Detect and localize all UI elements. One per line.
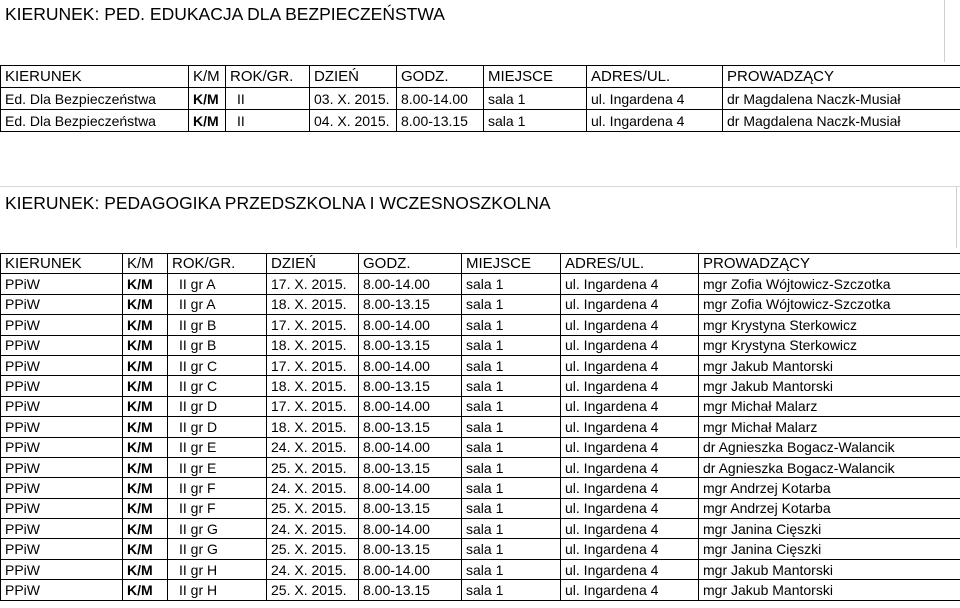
table-cell: sala 1: [462, 355, 561, 375]
table-cell: ul. Ingardena 4: [587, 110, 723, 132]
table-cell: ul. Ingardena 4: [561, 437, 699, 457]
table-cell: 25. X. 2015.: [267, 580, 359, 600]
table-cell: PPiW: [1, 580, 123, 600]
table-cell: sala 1: [462, 498, 561, 518]
table-cell: II gr G: [168, 539, 267, 559]
table-cell: PPiW: [1, 478, 123, 498]
table-cell: K/M: [123, 457, 168, 477]
table-cell: mgr Zofia Wójtowicz-Szczotka: [699, 294, 960, 314]
table-cell: 17. X. 2015.: [267, 355, 359, 375]
table-cell: 8.00-13.15: [397, 110, 484, 132]
table-cell: II gr C: [168, 355, 267, 375]
header-cell: K/M: [123, 254, 168, 274]
table-cell: mgr Andrzej Kotarba: [699, 498, 960, 518]
table-row: [1, 478, 960, 498]
table-cell: K/M: [189, 88, 226, 110]
table-cell: 8.00-13.15: [359, 498, 462, 518]
table-cell: sala 1: [462, 457, 561, 477]
table-cell: K/M: [123, 417, 168, 437]
table-cell: 8.00-14.00: [359, 519, 462, 539]
table-cell: mgr Janina Cięszki: [699, 539, 960, 559]
table-cell: sala 1: [462, 478, 561, 498]
table-header-row: [1, 66, 960, 88]
table-cell: ul. Ingardena 4: [561, 498, 699, 518]
table-cell: PPiW: [1, 396, 123, 416]
table-cell: 25. X. 2015.: [267, 457, 359, 477]
table-cell: dr Magdalena Naczk-Musiał: [723, 88, 960, 110]
table-cell: sala 1: [462, 580, 561, 600]
table-cell: 8.00-14.00: [359, 355, 462, 375]
table-cell: K/M: [123, 498, 168, 518]
header-cell: KIERUNEK: [1, 254, 123, 274]
table-cell: sala 1: [484, 110, 587, 132]
table-cell: 24. X. 2015.: [267, 559, 359, 579]
table-cell: II gr C: [168, 376, 267, 396]
table-row: [1, 315, 960, 335]
section-divider: [0, 186, 960, 187]
table-cell: dr Agnieszka Bogacz-Walancik: [699, 437, 960, 457]
table-cell: K/M: [123, 478, 168, 498]
table-cell: 18. X. 2015.: [267, 294, 359, 314]
table-cell: sala 1: [462, 539, 561, 559]
table-cell: 8.00-13.15: [359, 376, 462, 396]
table-cell: 8.00-14.00: [359, 315, 462, 335]
table-cell: II gr E: [168, 457, 267, 477]
table-row: [1, 355, 960, 375]
table-cell: mgr Jakub Mantorski: [699, 376, 960, 396]
table-cell: K/M: [189, 110, 226, 132]
table-cell: ul. Ingardena 4: [561, 519, 699, 539]
table-cell: 8.00-14.00: [359, 396, 462, 416]
table-cell: sala 1: [462, 294, 561, 314]
table-cell: sala 1: [484, 88, 587, 110]
table-cell: II gr E: [168, 437, 267, 457]
table-cell: II: [226, 110, 310, 132]
table-cell: K/M: [123, 315, 168, 335]
table-cell: mgr Krystyna Sterkowicz: [699, 315, 960, 335]
table-cell: 18. X. 2015.: [267, 376, 359, 396]
table-cell: mgr Janina Cięszki: [699, 519, 960, 539]
table-row: [1, 417, 960, 437]
table-cell: ul. Ingardena 4: [561, 376, 699, 396]
table-cell: K/M: [123, 294, 168, 314]
table-cell: ul. Ingardena 4: [561, 559, 699, 579]
table-row: [1, 274, 960, 294]
table-cell: II gr B: [168, 315, 267, 335]
table-cell: mgr Jakub Mantorski: [699, 355, 960, 375]
table-row: [1, 396, 960, 416]
table-cell: II gr F: [168, 478, 267, 498]
table-cell: ul. Ingardena 4: [561, 539, 699, 559]
table-cell: ul. Ingardena 4: [561, 335, 699, 355]
table-row: [1, 376, 960, 396]
table-row: [1, 110, 960, 132]
section-title: KIERUNEK: PEDAGOGIKA PRZEDSZKOLNA I WCZESNOSZKOLNA: [5, 193, 551, 213]
table-cell: mgr Michał Malarz: [699, 417, 960, 437]
header-cell: ROK/GR.: [226, 66, 310, 88]
table-cell: 24. X. 2015.: [267, 519, 359, 539]
table-cell: ul. Ingardena 4: [561, 580, 699, 600]
table-row: [1, 580, 960, 600]
table-cell: PPiW: [1, 457, 123, 477]
table-cell: mgr Zofia Wójtowicz-Szczotka: [699, 274, 960, 294]
header-cell: ADRES/UL.: [561, 254, 699, 274]
table-cell: K/M: [123, 559, 168, 579]
table-cell: ul. Ingardena 4: [587, 88, 723, 110]
table-cell: ul. Ingardena 4: [561, 478, 699, 498]
table-row: [1, 559, 960, 579]
table-cell: PPiW: [1, 376, 123, 396]
table-row: [1, 437, 960, 457]
table-cell: 8.00-14.00: [359, 478, 462, 498]
table-cell: K/M: [123, 376, 168, 396]
header-cell: DZIEŃ: [267, 254, 359, 274]
table-cell: PPiW: [1, 355, 123, 375]
table-cell: dr Agnieszka Bogacz-Walancik: [699, 457, 960, 477]
table-cell: II gr H: [168, 580, 267, 600]
table-cell: 17. X. 2015.: [267, 274, 359, 294]
table-cell: mgr Andrzej Kotarba: [699, 478, 960, 498]
table-cell: sala 1: [462, 335, 561, 355]
table-cell: sala 1: [462, 274, 561, 294]
table-cell: PPiW: [1, 498, 123, 518]
section-title: KIERUNEK: PED. EDUKACJA DLA BEZPIECZEŃSTWA: [5, 4, 445, 24]
page-edge-line: [956, 186, 957, 248]
table-cell: 24. X. 2015.: [267, 437, 359, 457]
table-cell: K/M: [123, 355, 168, 375]
table-cell: II gr F: [168, 498, 267, 518]
table-cell: PPiW: [1, 559, 123, 579]
table-cell: 8.00-13.15: [359, 294, 462, 314]
table-cell: mgr Jakub Mantorski: [699, 580, 960, 600]
table-cell: 18. X. 2015.: [267, 417, 359, 437]
table-row: [1, 519, 960, 539]
table-cell: 17. X. 2015.: [267, 315, 359, 335]
table-cell: 8.00-13.15: [359, 580, 462, 600]
table-cell: ul. Ingardena 4: [561, 294, 699, 314]
table-cell: II gr G: [168, 519, 267, 539]
table-cell: 8.00-14.00: [397, 88, 484, 110]
table-cell: ul. Ingardena 4: [561, 315, 699, 335]
table-cell: sala 1: [462, 559, 561, 579]
table-cell: PPiW: [1, 274, 123, 294]
table-row: [1, 498, 960, 518]
table-cell: 8.00-14.00: [359, 437, 462, 457]
table-row: [1, 539, 960, 559]
table-cell: 8.00-13.15: [359, 457, 462, 477]
table-cell: dr Magdalena Naczk-Musiał: [723, 110, 960, 132]
table-cell: 25. X. 2015.: [267, 498, 359, 518]
table-cell: sala 1: [462, 519, 561, 539]
table-cell: mgr Krystyna Sterkowicz: [699, 335, 960, 355]
header-cell: K/M: [189, 66, 226, 88]
table-row: [1, 294, 960, 314]
table-header-row: [1, 254, 960, 274]
header-cell: ADRES/UL.: [587, 66, 723, 88]
table-cell: K/M: [123, 335, 168, 355]
table-cell: K/M: [123, 274, 168, 294]
header-cell: KIERUNEK: [1, 66, 189, 88]
table-cell: sala 1: [462, 315, 561, 335]
schedule-table: [0, 65, 960, 132]
table-cell: sala 1: [462, 417, 561, 437]
table-cell: II gr D: [168, 417, 267, 437]
table-cell: mgr Jakub Mantorski: [699, 559, 960, 579]
table-cell: II: [226, 88, 310, 110]
header-cell: GODZ.: [397, 66, 484, 88]
header-cell: GODZ.: [359, 254, 462, 274]
header-cell: DZIEŃ: [310, 66, 397, 88]
table-cell: PPiW: [1, 315, 123, 335]
table-cell: K/M: [123, 580, 168, 600]
table-cell: sala 1: [462, 396, 561, 416]
table-cell: PPiW: [1, 539, 123, 559]
table-cell: 18. X. 2015.: [267, 335, 359, 355]
table-cell: K/M: [123, 396, 168, 416]
schedule-table: [0, 253, 960, 601]
table-cell: sala 1: [462, 437, 561, 457]
table-cell: Ed. Dla Bezpieczeństwa: [1, 88, 189, 110]
table-cell: 8.00-13.15: [359, 539, 462, 559]
table-cell: sala 1: [462, 376, 561, 396]
table-row: [1, 457, 960, 477]
table-cell: PPiW: [1, 294, 123, 314]
table-cell: K/M: [123, 539, 168, 559]
table-cell: PPiW: [1, 335, 123, 355]
table-cell: ul. Ingardena 4: [561, 355, 699, 375]
table-cell: 04. X. 2015.: [310, 110, 397, 132]
table-cell: K/M: [123, 437, 168, 457]
table-cell: Ed. Dla Bezpieczeństwa: [1, 110, 189, 132]
table-cell: 8.00-14.00: [359, 274, 462, 294]
table-cell: PPiW: [1, 437, 123, 457]
table-cell: 24. X. 2015.: [267, 478, 359, 498]
header-cell: ROK/GR.: [168, 254, 267, 274]
table-cell: 8.00-13.15: [359, 417, 462, 437]
table-cell: ul. Ingardena 4: [561, 396, 699, 416]
table-cell: ul. Ingardena 4: [561, 274, 699, 294]
table-row: [1, 88, 960, 110]
header-cell: PROWADZĄCY: [723, 66, 960, 88]
table-cell: PPiW: [1, 519, 123, 539]
table-cell: II gr H: [168, 559, 267, 579]
table-cell: II gr A: [168, 294, 267, 314]
table-cell: II gr B: [168, 335, 267, 355]
table-cell: 25. X. 2015.: [267, 539, 359, 559]
table-cell: K/M: [123, 519, 168, 539]
header-cell: MIEJSCE: [462, 254, 561, 274]
table-cell: PPiW: [1, 417, 123, 437]
table-cell: ul. Ingardena 4: [561, 417, 699, 437]
table-cell: 03. X. 2015.: [310, 88, 397, 110]
table-row: [1, 335, 960, 355]
table-cell: 17. X. 2015.: [267, 396, 359, 416]
header-cell: MIEJSCE: [484, 66, 587, 88]
page-edge-line: [944, 0, 945, 62]
table-cell: mgr Michał Malarz: [699, 396, 960, 416]
table-cell: II gr D: [168, 396, 267, 416]
table-cell: 8.00-14.00: [359, 559, 462, 579]
table-cell: 8.00-13.15: [359, 335, 462, 355]
table-cell: II gr A: [168, 274, 267, 294]
header-cell: PROWADZĄCY: [699, 254, 960, 274]
table-cell: ul. Ingardena 4: [561, 457, 699, 477]
